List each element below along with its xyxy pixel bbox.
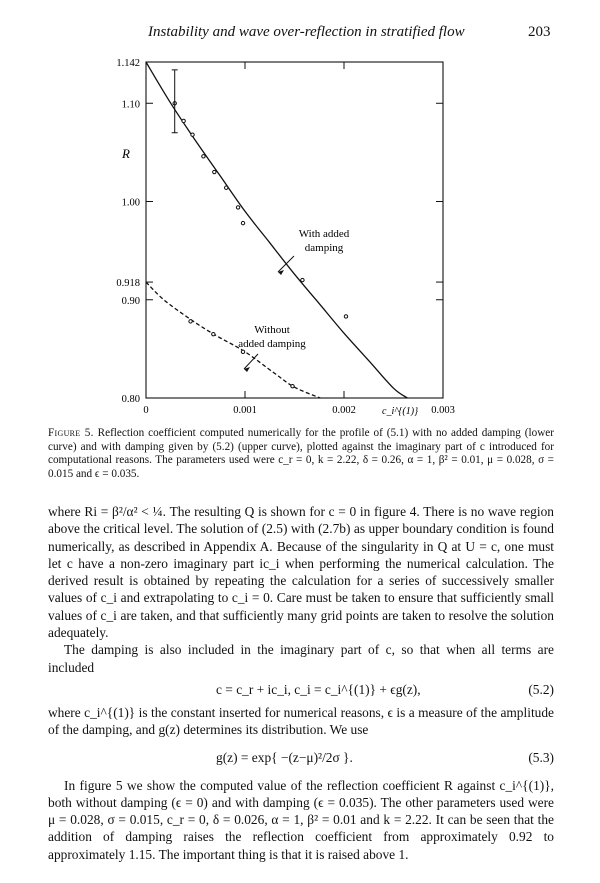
- paragraph-3: where c_i^{(1)} is the constant inserted for numerical reasons, ϵ is a measure of the amplitude of the damping, and g(z) determines its distribution. We use: [48, 704, 554, 738]
- reflection-coefficient-chart: [0, 0, 600, 430]
- running-title: Instability and wave over-reflection in stratified flow: [148, 24, 465, 40]
- x-tick-label: 0.002: [332, 405, 356, 416]
- paragraph-4: In figure 5 we show the computed value of the reflection coefficient R against c_i^{(1)}, both without damping (ϵ = 0) and with damping (ϵ = 0.035). The other parameters used were μ = 0.028, σ = 0.015, c_r = 0, δ = 0.026, α = 1, β² = 0.01 and k = 2.22. It can be seen that the addition of damping raises the reflection coefficient from approximately 0.92 to approximately 1.15. The important thing is that it is raised above 1.: [48, 777, 554, 862]
- x-axis-label: c_i^{(1)}: [382, 406, 419, 417]
- annotation-label-line1: Without: [254, 324, 290, 336]
- body-text: [48, 503, 554, 863]
- x-tick-label: 0: [143, 405, 149, 416]
- data-point-without-damping: [291, 385, 294, 388]
- caption-text: Reflection coefficient computed numerically for the profile of (5.1) with no added damping (lower curve) and with damping given by (5.2) (upper curve), plotted against the imaginary part of c introduced for computational reasons. The parameters used were c_r = 0, k = 2.22, δ = 0.26, α = 1, β² = 0.01, μ = 0.028, σ = 0.015 and ϵ = 0.035.: [48, 427, 554, 480]
- x-tick-label: 0.001: [233, 405, 257, 416]
- data-point-without-damping: [189, 320, 192, 323]
- annotation-arrow: [244, 354, 258, 369]
- x-tick-label: 0.003: [431, 405, 455, 416]
- equation-5-3-body: g(z) = exp{ −(z−μ)²/2σ }.: [216, 749, 353, 765]
- data-point-with-damping: [224, 186, 227, 189]
- data-point-with-damping: [344, 315, 347, 318]
- data-point-with-damping: [301, 278, 304, 281]
- data-point-with-damping: [241, 221, 244, 224]
- equation-5-2: [48, 678, 554, 702]
- data-point-with-damping: [213, 170, 216, 173]
- y-tick-label: 1.10: [121, 99, 140, 111]
- equation-5-2-number: (5.2): [528, 681, 554, 697]
- equation-5-3: [48, 741, 554, 775]
- equation-5-2-body: c = c_r + ic_i, c_i = c_i^{(1)} + ϵg(z),: [216, 681, 421, 697]
- annotation-label-line1: With added: [298, 228, 350, 240]
- annotations-layer: [238, 228, 350, 372]
- annotation-label-line2: damping: [304, 242, 344, 254]
- data-point-with-damping: [191, 133, 194, 136]
- y-axis-ticks: [116, 58, 443, 405]
- figure-caption: [48, 427, 554, 481]
- paragraph-2: The damping is also included in the imaginary part of c, so that when all terms are included: [48, 642, 554, 675]
- figure-label: Figure 5.: [48, 427, 94, 439]
- y-tick-label: 0.90: [121, 295, 140, 307]
- data-point-with-damping: [236, 206, 239, 209]
- y-tick-label: 1.00: [121, 197, 140, 209]
- equation-5-3-number: (5.3): [528, 749, 554, 765]
- page-number: 203: [528, 24, 551, 40]
- y-axis-label: R: [122, 146, 130, 161]
- data-point-with-damping: [182, 119, 185, 122]
- y-tick-label: 0.80: [121, 394, 140, 405]
- paragraph-1: where Ri = β²/α² < ¼. The resulting Q is shown for c = 0 in figure 4. There is no wave region above the critical level. The solution of (2.5) with (2.7b) as upper boundary condition is found numerically, as described in Appendix A. Because of the singularity in Q at U = c, one must let c have a non-zero imaginary part ic_i when performing the numerical calculation. The derived result is obtained by repeating the calculation for a series of successively smaller values of c_i and extrapolating to c_i = 0. Care must be taken to ensure that sufficiently small values of c_i are taken, and that sufficiently many grid points are taken to resolve the solution adequately.: [48, 504, 554, 641]
- data-point-without-damping: [241, 350, 244, 353]
- data-point-without-damping: [212, 332, 215, 335]
- y-tick-label: 1.142: [116, 58, 140, 69]
- data-point-with-damping: [202, 155, 205, 158]
- y-tick-label: 0.918: [116, 278, 140, 290]
- annotation-label-line2: added damping: [238, 338, 306, 350]
